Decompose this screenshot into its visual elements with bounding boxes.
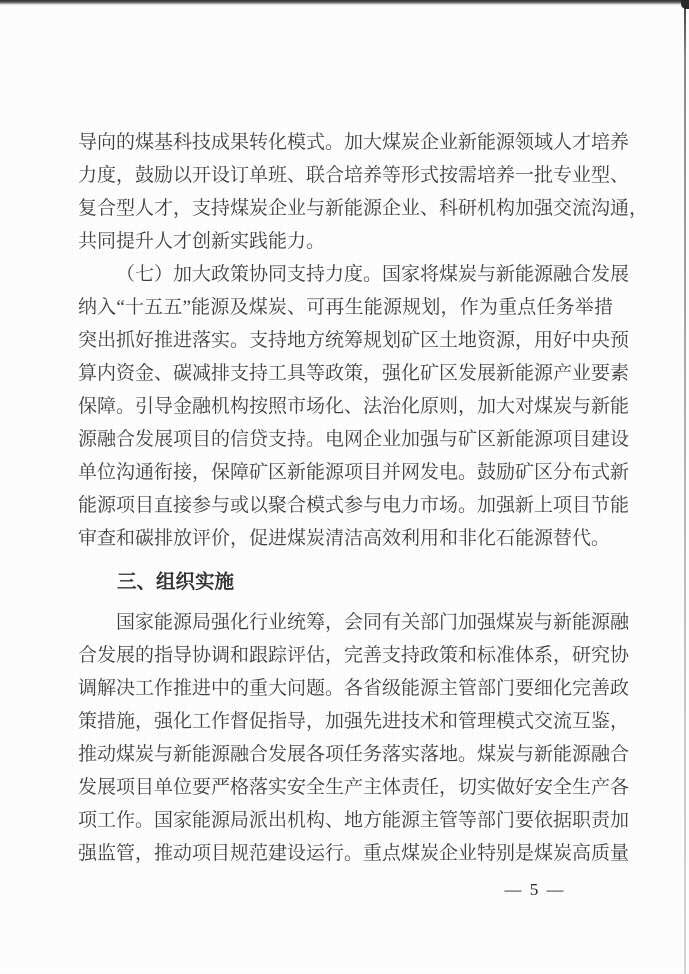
text-line: 单位沟通衔接，保障矿区新能源项目并网发电。鼓励矿区分布式新 (78, 462, 630, 483)
text-line: 共同提升人才创新实践能力。 (78, 231, 326, 252)
text-line: 调解决工作推进中的重大问题。各省级能源主管部门要细化完善政 (78, 678, 630, 699)
section-heading: 三、组织实施 (117, 570, 235, 593)
text-line: 推动煤炭与新能源融合发展各项任务落实落地。煤炭与新能源融合 (78, 744, 630, 765)
text-line: 导向的煤基科技成果转化模式。加大煤炭企业新能源领域人才培养 (78, 132, 630, 153)
scan-top-edge-artifact (0, 0, 689, 5)
text-line: 力度，鼓励以开设订单班、联合培养等形式按需培养一批专业型、 (78, 165, 630, 186)
document-text-body (78, 126, 649, 870)
text-line: 复合型人才，支持煤炭企业与新能源企业、科研机构加强交流沟通， (78, 198, 649, 219)
text-line: 算内资金、碳减排支持工具等政策，强化矿区发展新能源产业要素 (78, 363, 630, 384)
paragraph-3 (78, 606, 630, 870)
scan-corner-artifact (681, 0, 689, 9)
text-line: 审查和碳排放评价，促进煤炭清洁高效利用和非化石能源替代。 (78, 528, 611, 549)
text-line: 突出抓好推进落实。支持地方统筹规划矿区土地资源，用好中央预 (78, 330, 630, 351)
page-number: — 5 — (504, 880, 566, 899)
text-line: 保障。引导金融机构按照市场化、法治化原则，加大对煤炭与新能 (78, 396, 630, 417)
text-line: 源融合发展项目的信贷支持。电网企业加强与矿区新能源项目建设 (78, 429, 630, 450)
scan-right-edge-artifact (684, 0, 686, 974)
text-line: （七）加大政策协同支持力度。国家将煤炭与新能源融合发展 (116, 264, 630, 285)
text-line: 能源项目直接参与或以聚合模式参与电力市场。加强新上项目节能 (78, 495, 630, 516)
paragraph-1 (78, 126, 649, 258)
text-line: 国家能源局强化行业统筹，会同有关部门加强煤炭与新能源融 (116, 612, 630, 633)
text-line: 强监管，推动项目规范建设运行。重点煤炭企业特别是煤炭高质量 (78, 843, 630, 864)
paragraph-2 (78, 258, 630, 555)
text-line: 合发展的指导协调和跟踪评估，完善支持政策和标准体系，研究协 (78, 645, 630, 666)
text-line: 纳入“十五五”能源及煤炭、可再生能源规划，作为重点任务举措 (78, 297, 613, 318)
text-line: 项工作。国家能源局派出机构、地方能源主管等部门要依据职责加 (78, 810, 630, 831)
text-line: 策措施，强化工作督促指导，加强先进技术和管理模式交流互鉴， (78, 711, 630, 732)
text-line: 发展项目单位要严格落实安全生产主体责任，切实做好安全生产各 (78, 777, 630, 798)
